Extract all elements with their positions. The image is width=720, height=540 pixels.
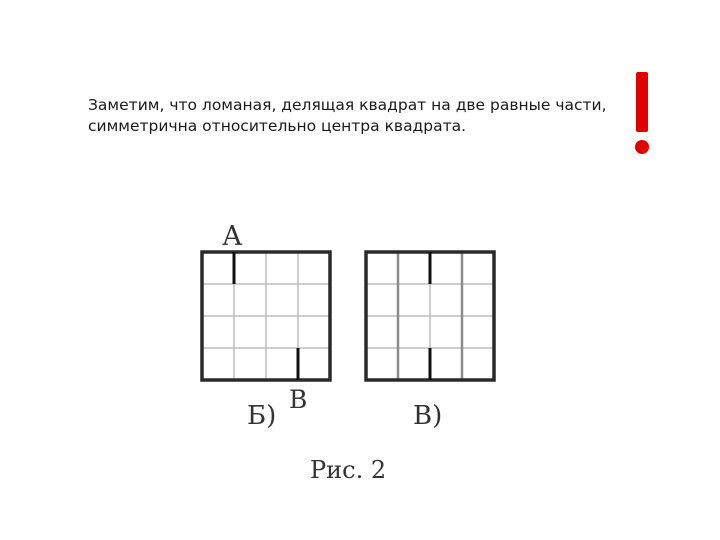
right-grid	[366, 252, 494, 380]
point-a-label: А	[222, 221, 243, 252]
right-grid-caption: В)	[413, 401, 443, 431]
figure-caption: Рис. 2	[310, 456, 387, 484]
statement-line-2: симметрична относительно центра квадрата.	[88, 117, 467, 135]
point-b-label: В	[289, 385, 308, 414]
statement-line-1: Заметим, что ломаная, делящая квадрат на две равные части,	[88, 96, 607, 114]
left-grid-caption: Б)	[247, 401, 277, 431]
left-grid	[202, 252, 330, 380]
